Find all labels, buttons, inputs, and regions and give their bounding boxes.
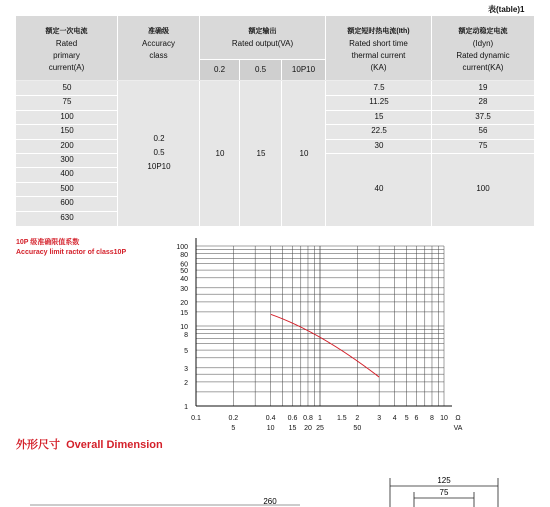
x-tick-label-bottom: 5 <box>231 425 236 432</box>
thermal-value: 11.25 <box>369 97 389 107</box>
dynamic-value: 37.5 <box>475 111 491 121</box>
header-output-en: Rated output(VA) <box>231 39 294 48</box>
thermal-value: 7.5 <box>373 83 385 92</box>
y-tick-label: 50 <box>180 268 188 276</box>
accuracy-class-2: 0.5 <box>153 148 165 157</box>
header-output-col-1: 0.2 <box>200 60 240 80</box>
header-class-en-1: Accuracy <box>142 39 175 48</box>
row-divider <box>432 153 534 154</box>
x-tick-label-bottom: 10 <box>266 425 275 432</box>
current-value: 300 <box>60 155 74 164</box>
x-tick-label-top: 3 <box>377 415 382 422</box>
dynamic-value: 100 <box>476 183 490 193</box>
header-dynamic-current: 额定动稳定电流 (Idyn) Rated dynamic current(KA) <box>432 16 534 80</box>
header-output-col-3: 10P10 <box>282 60 326 80</box>
y-tick-label: 3 <box>184 365 188 373</box>
x-tick-label-bottom: 20 <box>304 425 312 432</box>
x-tick-label-top: 0.4 <box>265 415 276 422</box>
header-output-col-2: 0.5 <box>240 60 282 80</box>
x-tick-label-top: 0.6 <box>287 415 298 422</box>
spec-table <box>16 16 534 226</box>
y-tick-label: 8 <box>184 331 188 339</box>
dynamic-value: 28 <box>478 97 488 107</box>
x-tick-label-top: 8 <box>430 415 434 422</box>
row-divider <box>16 211 118 212</box>
row-divider <box>432 95 534 96</box>
row-divider <box>326 124 432 125</box>
dim-125: 125 <box>437 476 451 485</box>
current-value: 75 <box>62 97 72 107</box>
x-tick-label-top: 1.5 <box>336 415 347 422</box>
row-divider <box>16 153 118 154</box>
y-tick-label: 30 <box>180 285 188 293</box>
current-value: 500 <box>60 183 74 193</box>
row-divider <box>326 95 432 96</box>
current-value: 100 <box>60 111 74 121</box>
row-divider <box>432 110 534 111</box>
header-class-en-2: class <box>149 51 168 60</box>
header-primary-current: 额定一次电流 Rated primary current(A) <box>16 16 118 80</box>
x-tick-label-top: 0.8 <box>303 415 313 422</box>
dim-260: 260 <box>263 497 277 506</box>
dimension-drawing <box>0 460 550 507</box>
dynamic-value: 56 <box>478 126 488 136</box>
row-divider <box>16 182 118 183</box>
x-tick-label-top: 0.2 <box>228 415 239 422</box>
x-tick-label-top: 2 <box>355 415 360 422</box>
y-tick-label: 1 <box>184 404 188 411</box>
output-value-3: 10 <box>299 149 309 158</box>
dimension-title <box>16 436 163 452</box>
y-tick-label: 10 <box>180 324 188 331</box>
y-tick-label: 40 <box>180 275 188 283</box>
accuracy-class-1: 0.2 <box>153 134 165 143</box>
row-divider <box>16 110 118 111</box>
y-tick-label: 100 <box>176 244 188 251</box>
row-divider <box>16 124 118 125</box>
current-value: 200 <box>60 140 74 150</box>
x-unit-va: VA <box>453 425 463 432</box>
y-tick-label: 20 <box>180 299 188 307</box>
x-tick-label-top: 5 <box>404 415 409 422</box>
thermal-value: 22.5 <box>371 126 387 136</box>
header-accuracy-class: 准确级 Accuracy class <box>118 16 200 80</box>
x-tick-label-top: 10 <box>440 415 448 422</box>
dimension-title-en: Overall Dimension <box>66 439 163 451</box>
thermal-value: 30 <box>374 140 384 150</box>
current-value: 150 <box>60 126 74 136</box>
thermal-value: 15 <box>374 111 384 121</box>
x-tick-label-top: 4 <box>392 415 397 422</box>
row-divider <box>432 124 534 125</box>
header-dynamic-en-3: current(KA) <box>462 63 504 72</box>
row-divider <box>16 196 118 197</box>
x-tick-label-top: 1 <box>318 415 322 422</box>
row-divider <box>326 153 432 154</box>
row-divider <box>16 95 118 96</box>
row-divider <box>326 110 432 111</box>
y-tick-label: 5 <box>184 348 188 356</box>
current-value: 50 <box>62 83 72 92</box>
y-tick-label: 80 <box>180 251 188 259</box>
x-tick-label-top: 6 <box>414 415 419 422</box>
output-value-2: 15 <box>256 149 266 158</box>
header-dynamic-en-1: (Idyn) <box>472 39 494 48</box>
dim-75: 75 <box>439 488 449 497</box>
current-value: 630 <box>60 212 74 222</box>
dynamic-value: 19 <box>478 83 488 92</box>
chart-title-en: Accuracy limit ractor of class10P <box>16 249 127 256</box>
x-tick-label-top: 0.1 <box>191 415 201 422</box>
thermal-value: 40 <box>374 183 384 193</box>
header-rated-output: 额定输出 Rated output(VA) <box>200 16 326 60</box>
current-value: 400 <box>60 169 74 179</box>
row-divider <box>326 139 432 140</box>
header-thermal-en-3: (KA) <box>370 63 387 72</box>
output-value-1: 10 <box>215 149 225 158</box>
dynamic-value: 75 <box>478 140 488 150</box>
accuracy-class-3: 10P10 <box>147 162 171 171</box>
accuracy-limit-chart <box>170 236 470 440</box>
header-primary-en-3: current(A) <box>48 63 85 72</box>
header-primary-en-1: Rated <box>55 39 78 48</box>
x-tick-label-bottom: 15 <box>288 425 297 432</box>
header-primary-en-2: primary <box>53 51 80 60</box>
x-tick-label-bottom: 50 <box>353 425 362 432</box>
header-thermal-current: 额定短时热电流(Ith) Rated short time thermal current (KA) <box>326 16 432 80</box>
y-tick-label: 60 <box>180 261 188 269</box>
dimension-title-zh: 外形尺寸 <box>16 439 60 451</box>
table-caption: 表(table)1 <box>488 5 525 14</box>
y-tick-label: 15 <box>180 309 188 317</box>
header-thermal-en-1: Rated short time <box>349 39 408 48</box>
row-divider <box>16 167 118 168</box>
row-divider <box>432 139 534 140</box>
row-divider <box>16 139 118 140</box>
current-value: 600 <box>60 198 74 208</box>
header-dynamic-en-2: Rated dynamic <box>456 51 510 60</box>
y-tick-label: 2 <box>184 379 188 387</box>
header-thermal-en-2: thermal current <box>351 51 406 60</box>
x-unit-ohm: Ω <box>455 415 461 422</box>
chart-title-zh: 10P 级准确限值系数 <box>16 239 80 246</box>
x-tick-label-bottom: 25 <box>316 425 324 432</box>
